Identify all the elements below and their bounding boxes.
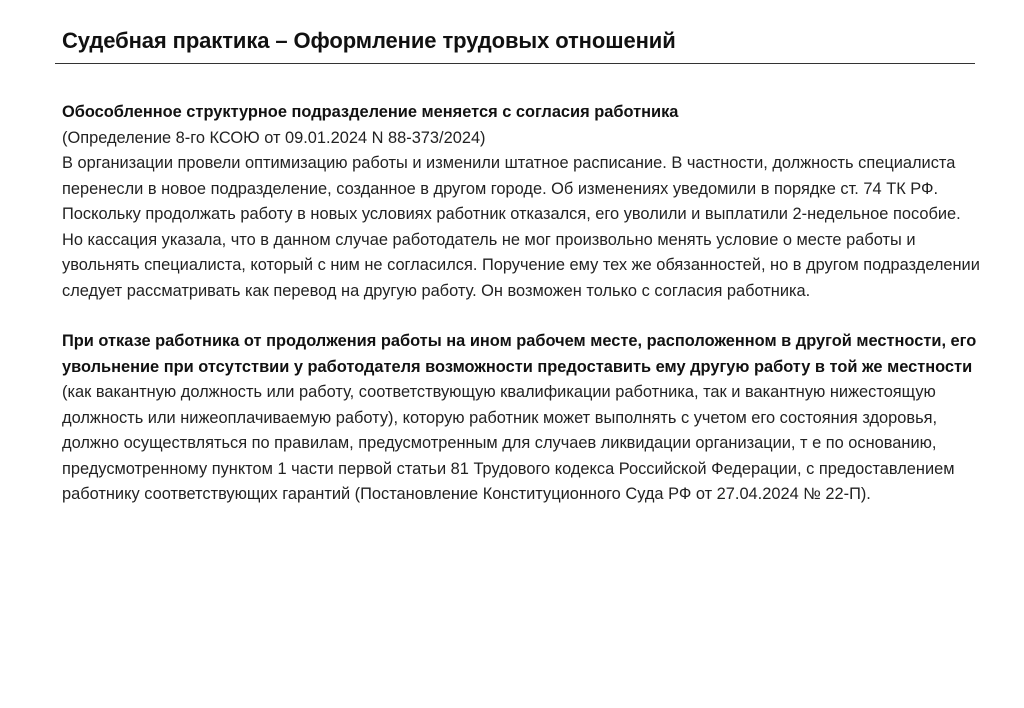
title-divider bbox=[55, 63, 975, 64]
case-block-1 bbox=[62, 100, 980, 304]
case-2-paragraph bbox=[62, 329, 980, 508]
case-1-body: В организации провели оптимизацию работы и изменили штатное расписание. В частности, должность специалиста перенесли в новое подразделение, созданное в другом городе. Об изменениях уведомили в порядке ст. 74 ТК РФ. Поскольку продолжать работу в новых условиях работник отказался, его уволили и выплатили 2-недельное пособие. Но кассация указала, что в данном случае работодатель не мог произвольно менять условие о месте работы и увольнять специалиста, который с ним не согласился. Поручение ему тех же обязанностей, но в другом подразделении следует рассматривать как перевод на другую работу. Он возможен только с согласия работника. bbox=[62, 154, 980, 300]
case-block-2 bbox=[62, 329, 980, 508]
case-1-heading: Обособленное структурное подразделение меняется с согласия работника bbox=[62, 103, 679, 121]
content-area bbox=[62, 100, 980, 508]
case-1-citation: (Определение 8-го КСОЮ от 09.01.2024 N 88-373/2024) bbox=[62, 128, 486, 147]
case-2-regular-text: (как вакантную должность или работу, соответствующую квалификации работника, так и вакантную нижестоящую должность или нижеоплачиваемую работу), которую работник может выполнять с учетом его состояния здоровья, должно осуществляться по правилам, предусмотренным для случаев ликвидации организации, т е по основанию, предусмотренному пунктом 1 части первой статьи 81 Трудового кодекса Российской Федерации, с предоставлением работнику соответствующих гарантий (Постановление Конституционного Суда РФ от 27.04.2024 № 22-П). bbox=[62, 383, 955, 503]
page-title: Судебная практика – Оформление трудовых отношений bbox=[62, 28, 676, 53]
case-2-bold-text: При отказе работника от продолжения работы на ином рабочем месте, расположенном в другой местности, его увольнение при отсутствии у работодателя возможности предоставить ему другую работу в той же местности bbox=[62, 332, 977, 376]
